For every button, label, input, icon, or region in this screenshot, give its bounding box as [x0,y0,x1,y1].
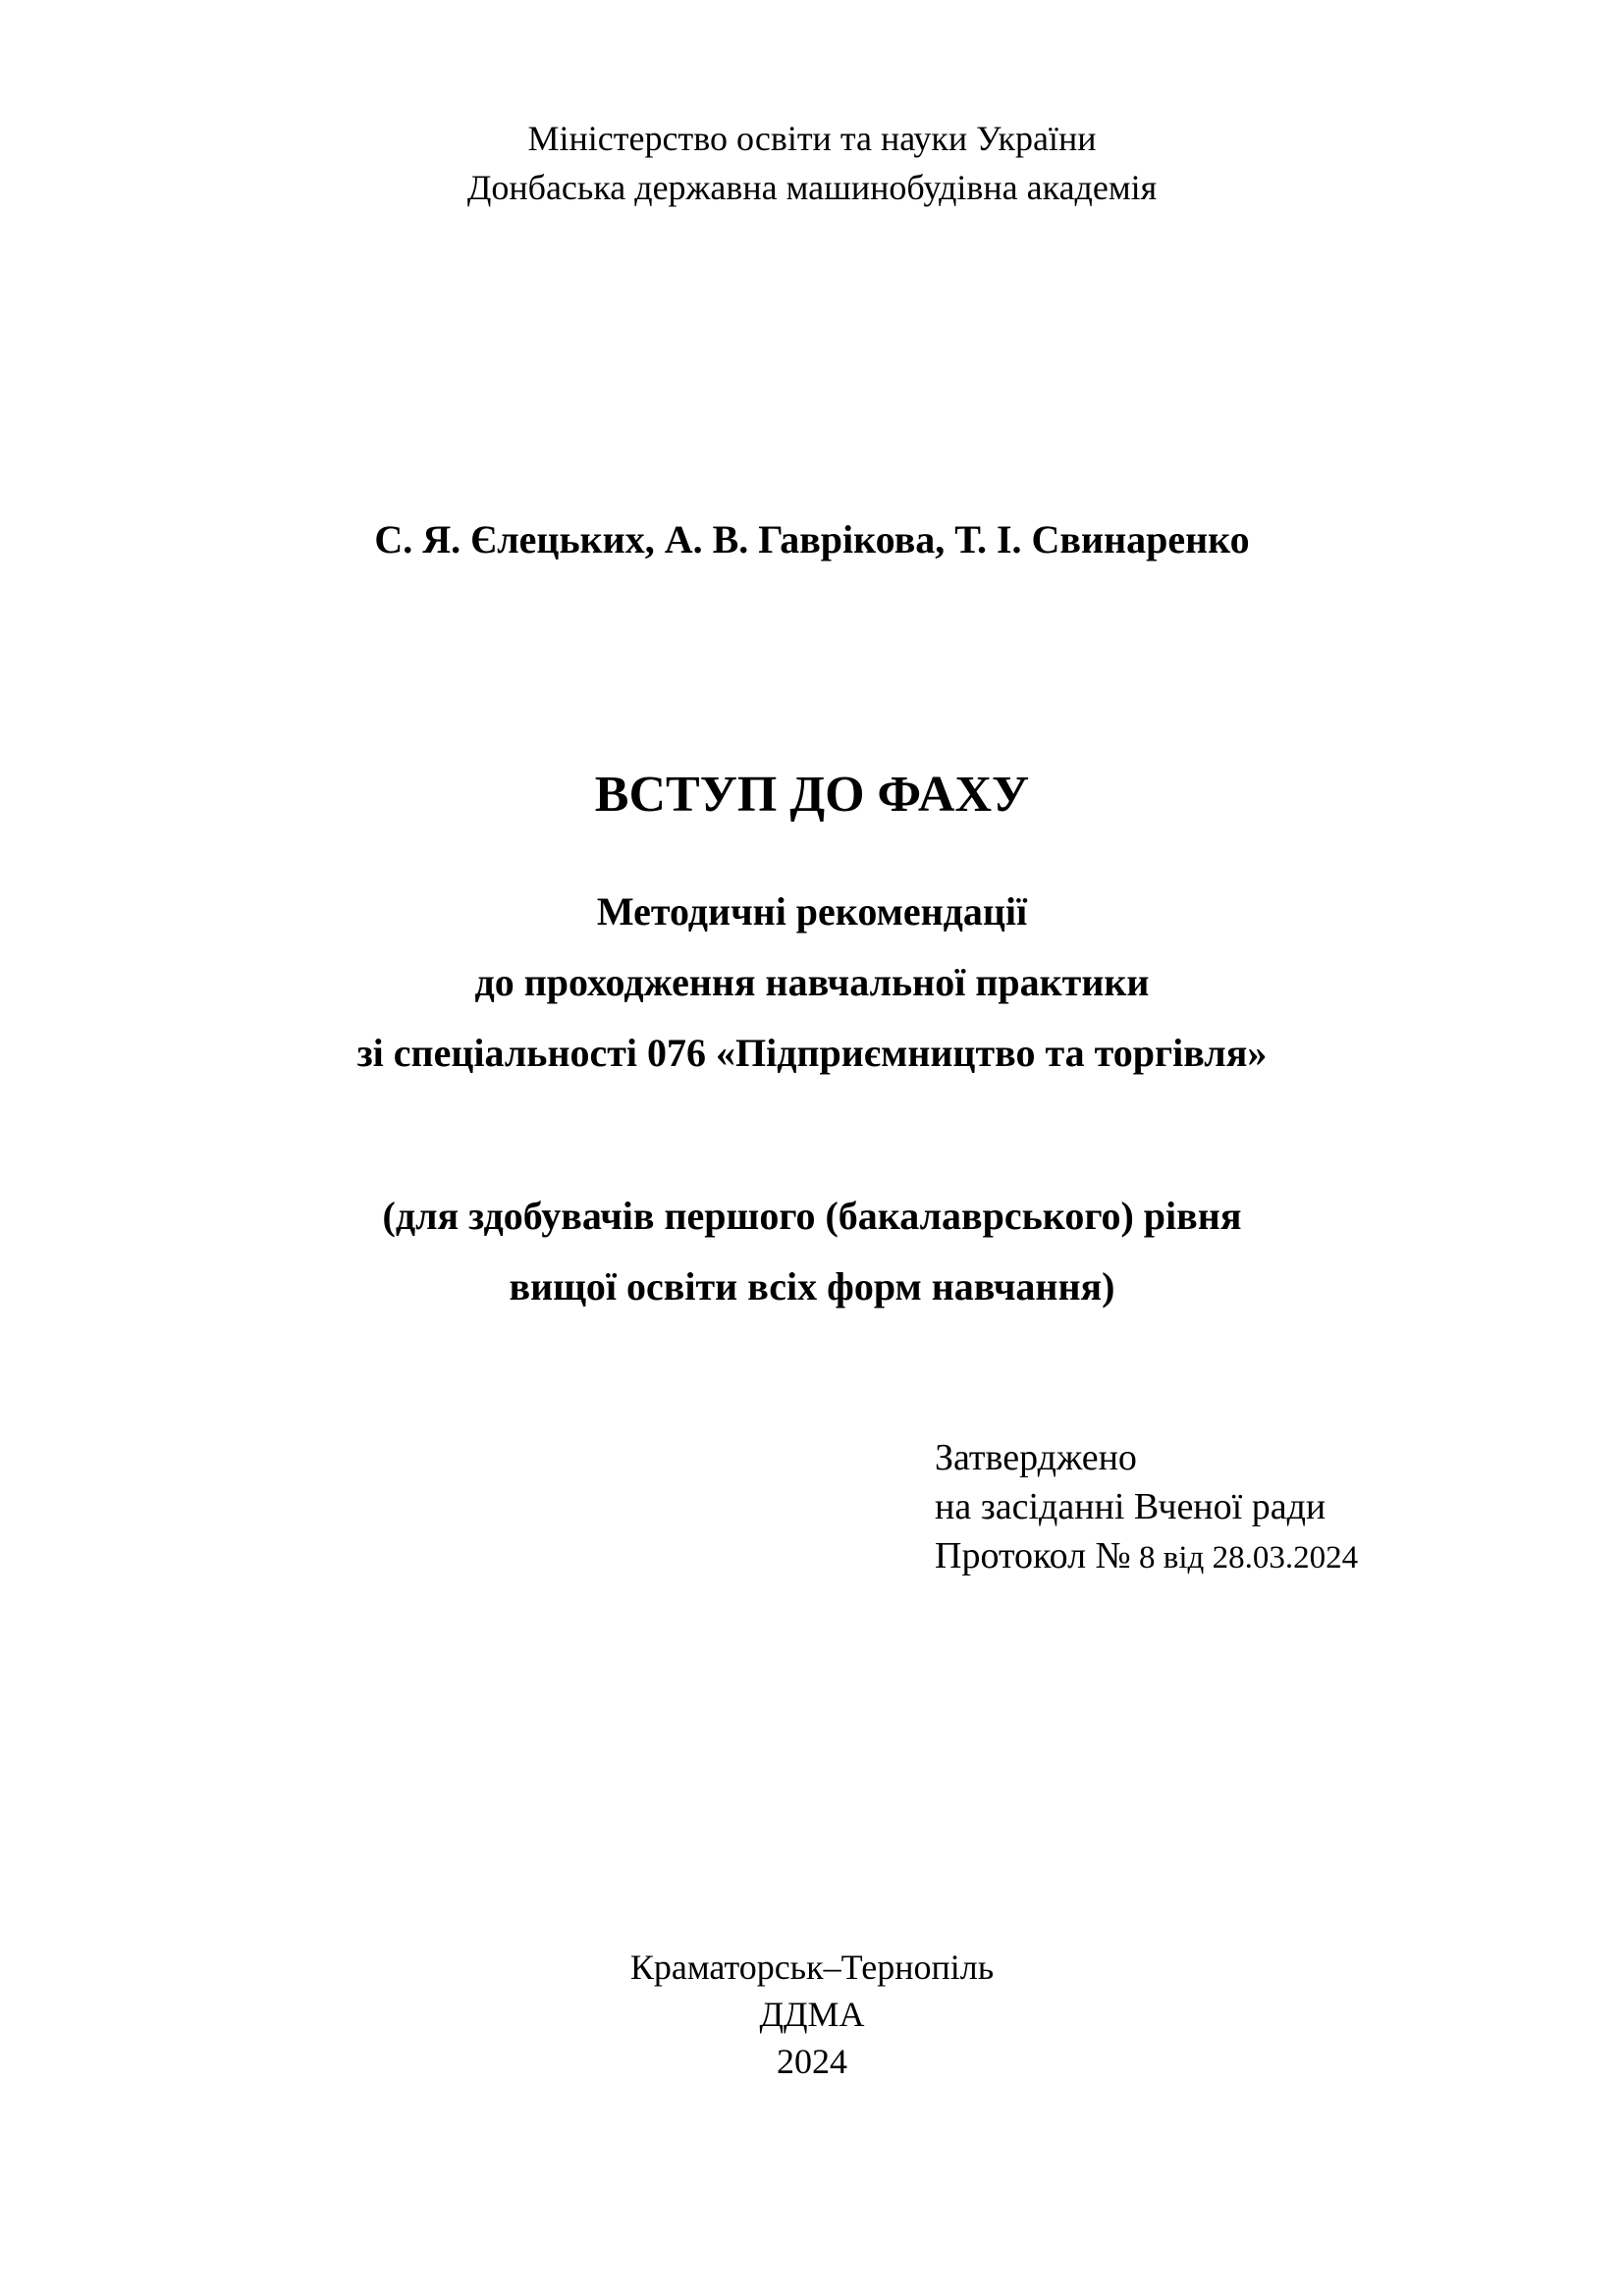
audience-block [0,1181,1624,1322]
approval-block [935,1433,1358,1582]
approval-line-1: Затверджено [935,1437,1137,1478]
footer-block [0,1944,1624,2085]
document-title: ВСТУП ДО ФАХУ [594,767,1030,823]
academy-name: Донбаська державна машинобудівна академія [466,168,1158,207]
header-block [0,114,1624,212]
protocol-details: 8 від 28.03.2024 [1130,1540,1359,1575]
footer-publisher: ДДМА [759,1995,865,2034]
subtitle-block [0,877,1624,1089]
approval-protocol [935,1531,1358,1582]
ministry-name: Міністерство освіти та науки України [527,119,1097,158]
title-block [0,764,1624,827]
subtitle-line-3: зі спеціальності 076 «Підприємництво та торгівля» [356,1031,1268,1075]
authors: С. Я. Єлецьких, А. В. Гаврікова, Т. І. Свинаренко [374,517,1250,561]
approval-line-2: на засіданні Вченої ради [935,1486,1326,1527]
footer-city: Краматорськ–Тернопіль [629,1948,995,1987]
footer-year: 2024 [777,2042,847,2081]
protocol-prefix: Протокол № [935,1535,1131,1576]
subtitle-line-1: Методичні рекомендації [596,889,1028,934]
audience-line-1: (для здобувачів першого (бакалаврського) рівня [382,1194,1242,1238]
subtitle-line-2: до проходження навчальної практики [474,960,1150,1004]
audience-line-2: вищої освіти всіх форм навчання) [509,1264,1115,1308]
authors-block [0,513,1624,566]
